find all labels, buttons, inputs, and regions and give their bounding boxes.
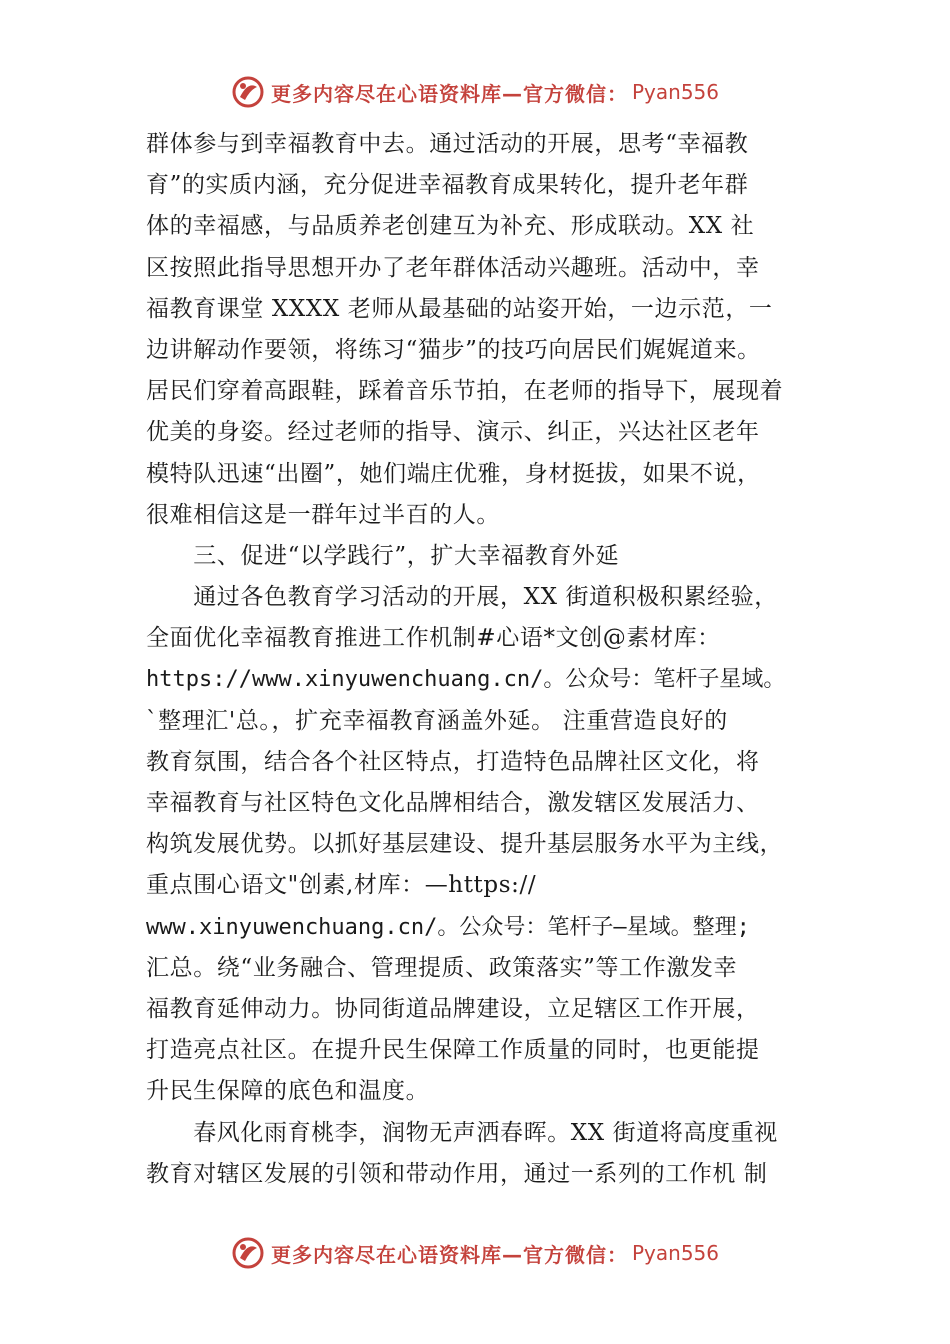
body-line: 模特队迅速“出圈”，她们端庄优雅，身材挺拔，如果不说， [146,460,761,487]
body-line: 很难相信这是一群年过半百的人。 [146,501,500,528]
body-line: 构筑发展优势。以抓好基层建设、提升基层服务水平为主线， [146,831,784,858]
body-line: 打造亮点社区。在提升民生保障工作质量的同时，也更能提 [146,1037,760,1064]
body-line: 优美的身姿。经过老师的指导、演示、纠正，兴达社区老年 [146,419,760,446]
body-line: 福教育课堂 XXXX 老师从最基础的站姿开始，一边示范，一 [146,295,773,322]
body-line: 育”的实质内涵，充分促进幸福教育成果转化，提升老年群 [146,172,749,199]
section-heading: 三、促进“以学践行”，扩大幸福教育外延 [146,542,620,569]
body-line: 教育对辖区发展的引领和带动作用，通过一系列的工作机 制 [146,1160,768,1187]
brand-logo-icon [231,75,265,109]
header-watermark-text: 更多内容尽在心语资料库—官方微信： [270,81,628,106]
header-wechat-id: Pyan556 [631,80,719,104]
body-line: 居民们穿着高跟鞋，踩着音乐节拍，在老师的指导下，展现着 [146,378,784,405]
body-line: 区按照此指导思想开办了老年群体活动兴趣班。活动中，幸 [146,254,760,281]
footer-watermark-text: 更多内容尽在心语资料库—官方微信： [270,1242,628,1267]
footer-wechat-id: Pyan556 [631,1241,719,1265]
body-line: 汇总。绕“业务融合、管理提质、政策落实”等工作激发幸 [146,954,738,981]
body-line: 幸福教育与社区特色文化品牌相结合，激发辖区发展活力、 [146,790,760,816]
footer-watermark [0,1233,950,1273]
body-line: `整理汇'总。，扩充幸福教育涵盖外延。 注重营造良好的 [146,707,728,734]
body-line: 体的幸福感，与品质养老创建互为补充、形成联动。XX 社 [146,213,755,240]
body-line: 重点围心语文"创素,材库：—https:// [146,872,537,899]
header-watermark [0,72,950,112]
body-line: 全面优化幸福教育推进工作机制#心语*文创@素材库： [146,625,721,652]
document-body [146,124,836,1195]
body-line: 教育氛围，结合各个社区特点，打造特色品牌社区文化，将 [146,748,760,775]
brand-logo-icon [231,1236,265,1270]
body-line-url: https://www.xinyuwenchuang.cn/。公众号：笔杆子星域。 [146,667,786,693]
body-line-url: www.xinyuwenchuang.cn/。公众号：笔杆子—星域。整理; [146,914,750,940]
body-line: 春风化雨育桃李，润物无声洒春晖。XX 街道将高度重视 [146,1119,778,1146]
body-line: 通过各色教育学习活动的开展，XX 街道积极积累经验， [146,584,778,611]
body-line: 群体参与到幸福教育中去。通过活动的开展，思考“幸福教 [146,131,749,157]
body-line: 福教育延伸动力。协同街道品牌建设，立足辖区工作开展， [146,995,760,1022]
body-line: 边讲解动作要领，将练习“猫步”的技巧向居民们娓娓道来。 [146,336,761,363]
body-line: 升民生保障的底色和温度。 [146,1078,430,1105]
